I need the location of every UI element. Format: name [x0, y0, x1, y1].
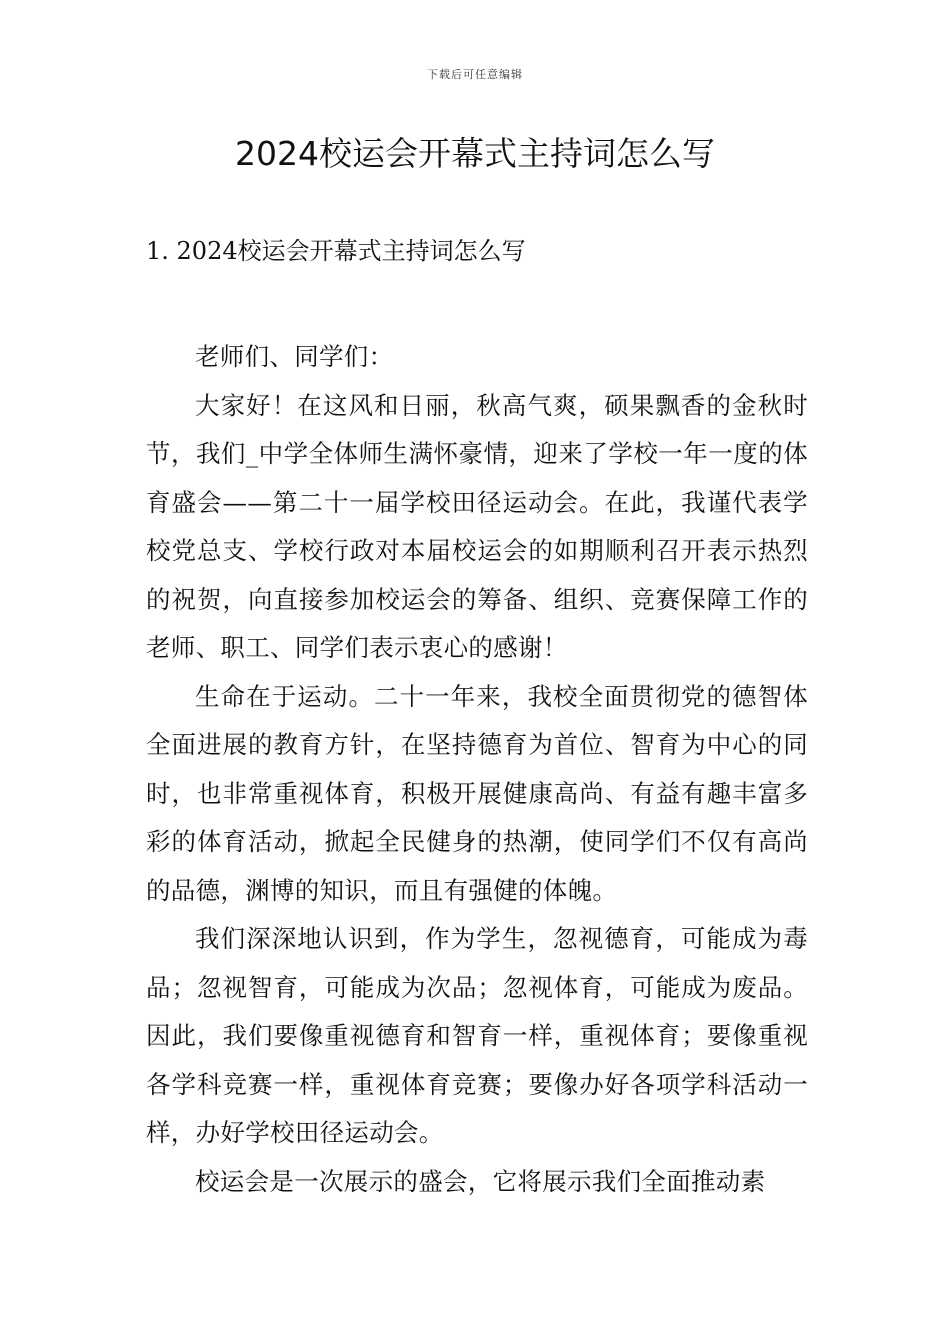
- paragraph-greeting: 老师们、同学们：: [195, 342, 394, 371]
- paragraph-importance: 我们深深地认识到，作为学生，忽视德育，可能成为毒品；忽视智育，可能成为次品；忽视体育，可能成为废品。因此，我们要像重视德育和智育一样，重视体育；要像重视各学科竞赛一样，重视体育竞赛；要像办好各项学科活动一样，办好学校田径运动会。: [146, 924, 808, 1147]
- paragraph-sports-education: 生命在于运动。二十一年来，我校全面贯彻党的德智体全面进展的教育方针，在坚持德育为首位、智育为中心的同时，也非常重视体育，积极开展健康高尚、有益有趣丰富多彩的体育活动，掀起全民健身的热潮，使同学们不仅有高尚的品德，渊博的知识，而且有强健的体魄。: [146, 681, 808, 905]
- header-note: 下载后可任意编辑: [427, 68, 523, 81]
- document-title: 2024校运会开幕式主持词怎么写: [235, 134, 715, 173]
- section-heading: 1. 2024校运会开幕式主持词怎么写: [146, 237, 526, 265]
- body-text: [146, 333, 808, 1206]
- paragraph-welcome: 大家好！在这风和日丽，秋高气爽，硕果飘香的金秋时节，我们_中学全体师生满怀豪情，迎来了学校一年一度的体育盛会——第二十一届学校田径运动会。在此，我谨代表学校党总支、学校行政对本届校运会的如期顺利召开表示热烈的祝贺，向直接参加校运会的筹备、组织、竞赛保障工作的老师、职工、同学们表示衷心的感谢！: [146, 390, 808, 662]
- paragraph-showcase: 校运会是一次展示的盛会，它将展示我们全面推动素: [195, 1166, 766, 1196]
